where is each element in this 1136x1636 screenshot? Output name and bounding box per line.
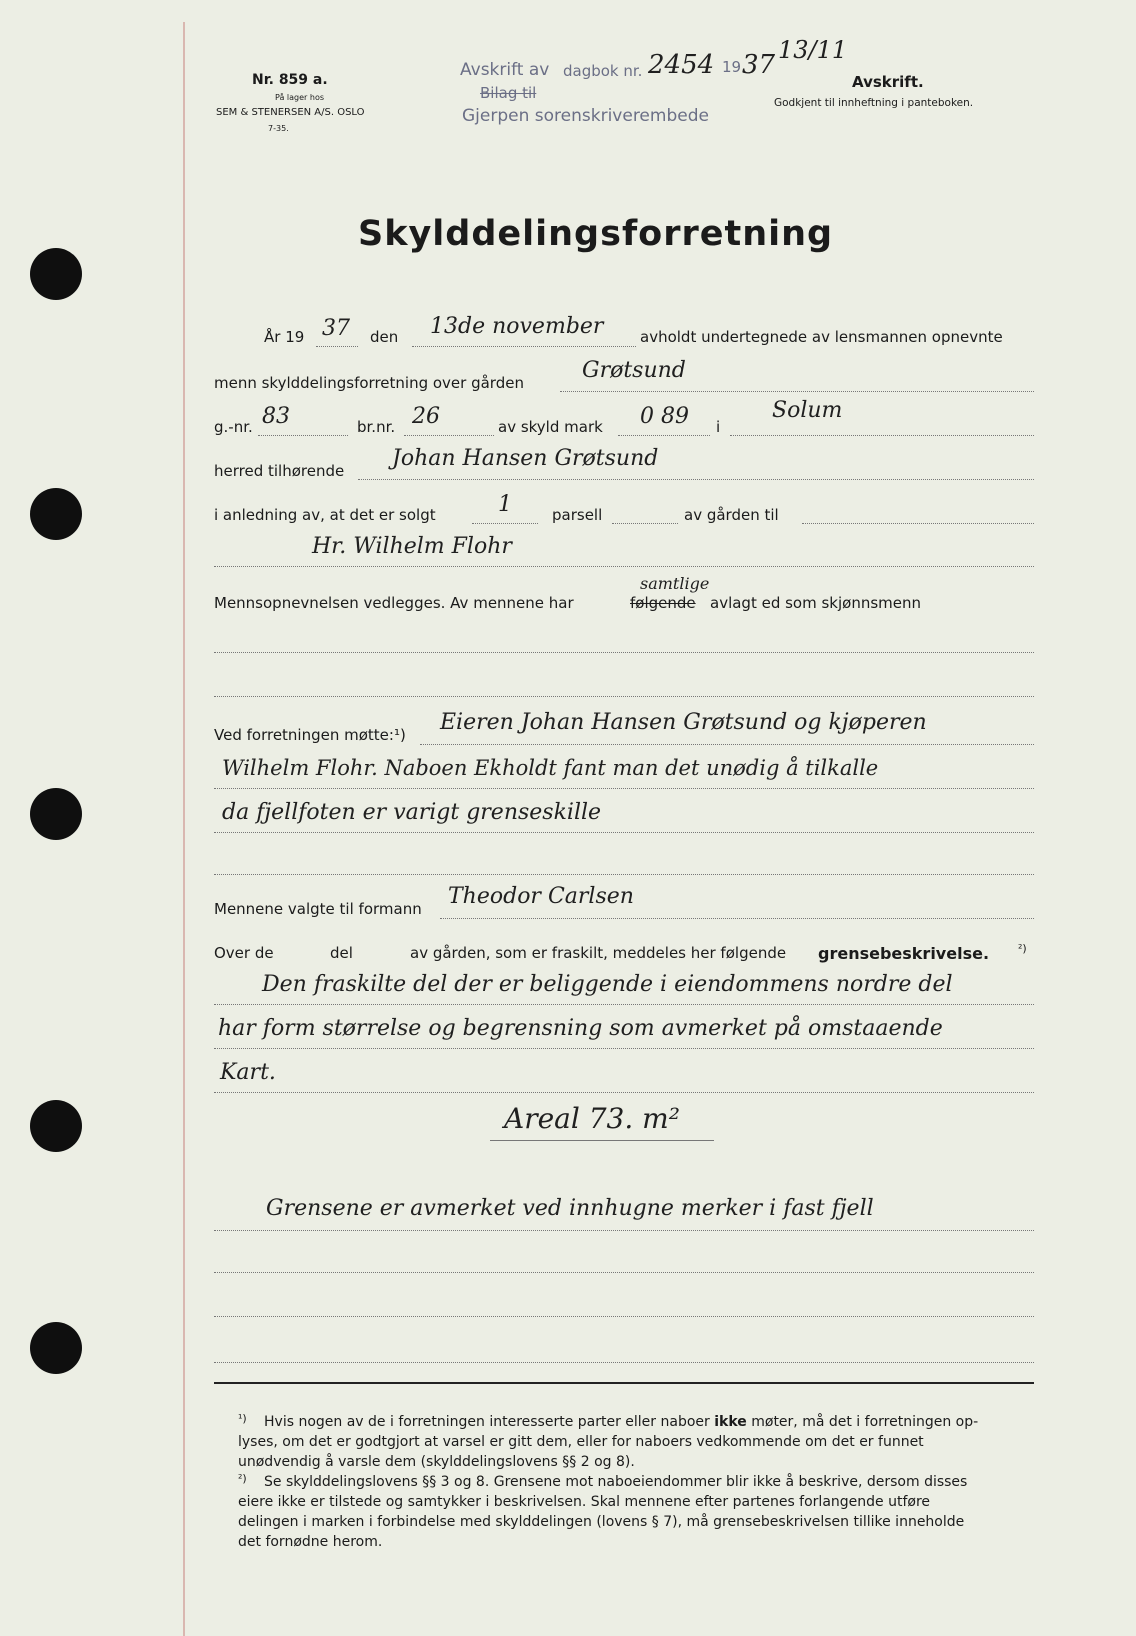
stamp-avskrift: Avskrift av <box>460 60 550 80</box>
stamp-date: 13/11 <box>778 36 848 64</box>
year-suffix: 37 <box>742 50 776 80</box>
dagbok-number: 2454 <box>648 50 715 80</box>
hand-buyer: Hr. Wilhelm Flohr <box>312 534 512 559</box>
hand-description: Den fraskilte del der er beliggende i eiendommens nordre del <box>262 972 953 997</box>
text-line: avlagt ed som skjønnsmenn <box>710 594 922 612</box>
footnote-text: Hvis nogen av de i forretningen interesserte parter eller naboer <box>264 1414 710 1430</box>
stamp-office: Gjerpen sorenskriverembede <box>462 106 709 126</box>
form-number: Nr. 859 a. <box>252 72 328 88</box>
text-line: herred tilhørende <box>214 462 345 480</box>
hand-boundary: Grensene er avmerket ved innhugne merker i fast fjell <box>266 1196 874 1221</box>
footnote-text: det fornødne herom. <box>238 1534 383 1550</box>
punch-hole <box>30 1322 82 1374</box>
footnote-mark: ¹) <box>238 1412 247 1425</box>
hand-attendees: Eieren Johan Hansen Grøtsund og kjøperen <box>440 710 927 735</box>
footnote-divider <box>214 1382 1034 1384</box>
hand-owner: Johan Hansen Grøtsund <box>392 446 659 471</box>
text-line: del <box>330 944 353 962</box>
label-parsell: parsell <box>552 506 603 524</box>
punch-hole <box>30 488 82 540</box>
punch-hole <box>30 788 82 840</box>
footnote-1 <box>264 1412 1054 1432</box>
stamp-struck: Bilag til <box>480 84 537 102</box>
label-date: den <box>370 328 399 346</box>
label-grensebeskrivelse: grensebeskrivelse. <box>818 944 990 963</box>
text-line: Over de <box>214 944 274 962</box>
hand-attendees: da fjellfoten er varigt grenseskille <box>222 800 602 825</box>
text-line: Ved forretningen møtte:¹) <box>214 726 406 744</box>
footnote-text: møter, må det i forretningen op- <box>751 1414 979 1430</box>
hand-attendees: Wilhelm Flohr. Naboen Ekholdt fant man det unødig å tilkalle <box>222 756 879 780</box>
margin-line <box>183 22 185 1636</box>
hand-inserted: samtlige <box>640 574 710 593</box>
struck-word: følgende <box>630 594 696 612</box>
label-i: i <box>716 418 721 436</box>
text-line: av gården til <box>684 506 779 524</box>
label-bnr: br.nr. <box>357 418 396 436</box>
punch-hole <box>30 248 82 300</box>
footnote-text: unødvendig å varsle dem (skylddelingslovens §§ 2 og 8). <box>238 1454 635 1470</box>
footnote-bold: ikke <box>714 1414 747 1430</box>
text-line: Mennsopnevnelsen vedlegges. Av mennene har <box>214 594 574 612</box>
hand-count: 1 <box>498 492 512 517</box>
publisher-name: SEM & STENERSEN A/S. OSLO <box>216 107 365 118</box>
hand-formann: Theodor Carlsen <box>448 884 634 909</box>
footnote-text: lyses, om det er godtgjort at varsel er gitt dem, eller for naboers vedkommende om det er funnet <box>238 1434 924 1450</box>
hand-description: har form størrelse og begrensning som avmerket på omstaaende <box>218 1016 943 1041</box>
stamp-year-prefix: 19 <box>722 58 742 76</box>
page-title: Skylddelingsforretning <box>358 214 834 254</box>
hand-year: 37 <box>322 316 350 341</box>
text-line: Mennene valgte til formann <box>214 900 422 918</box>
label-skyld: av skyld mark <box>498 418 603 436</box>
hand-gnr: 83 <box>262 404 290 429</box>
hand-bnr: 26 <box>412 404 440 429</box>
hand-description: Kart. <box>220 1060 276 1085</box>
label-year: År 19 <box>264 328 305 346</box>
stamp-dagbok: dagbok nr. <box>563 62 643 80</box>
punch-hole <box>30 1100 82 1152</box>
hand-date: 13de november <box>430 314 604 339</box>
text-line: avholdt undertegnede av lensmannen opnevnte <box>640 328 1003 346</box>
footnote-mark: ²) <box>238 1472 247 1485</box>
publisher-date: 7-35. <box>268 124 289 133</box>
hand-farm: Grøtsund <box>582 358 686 383</box>
label-gnr: g.-nr. <box>214 418 253 436</box>
publisher-line: På lager hos <box>275 93 324 102</box>
footnote-text: eiere ikke er tilstede og samtykker i beskrivelsen. Skal mennene efter partenes forlangende utføre <box>238 1494 931 1510</box>
text-line: av gården, som er fraskilt, meddeles her følgende <box>410 944 787 962</box>
hand-herred: Solum <box>772 398 843 423</box>
footnote-text: delingen i marken i forbindelse med skylddelingen (lovens § 7), må grensebeskrivelsen tillike inneholde <box>238 1514 965 1530</box>
text-line: menn skylddelingsforretning over gården <box>214 374 524 392</box>
copy-note: Godkjent til innheftning i panteboken. <box>774 97 974 109</box>
footnote-ref: ²) <box>1018 942 1027 955</box>
copy-label: Avskrift. <box>852 73 924 91</box>
hand-skyld: 0 89 <box>640 404 689 429</box>
hand-area: Areal 73. m² <box>504 1102 680 1135</box>
text-line: i anledning av, at det er solgt <box>214 506 436 524</box>
footnote-2: Se skylddelingslovens §§ 3 og 8. Grensene mot naboeiendommer blir ikke å beskrive, dersom disses <box>264 1474 968 1490</box>
